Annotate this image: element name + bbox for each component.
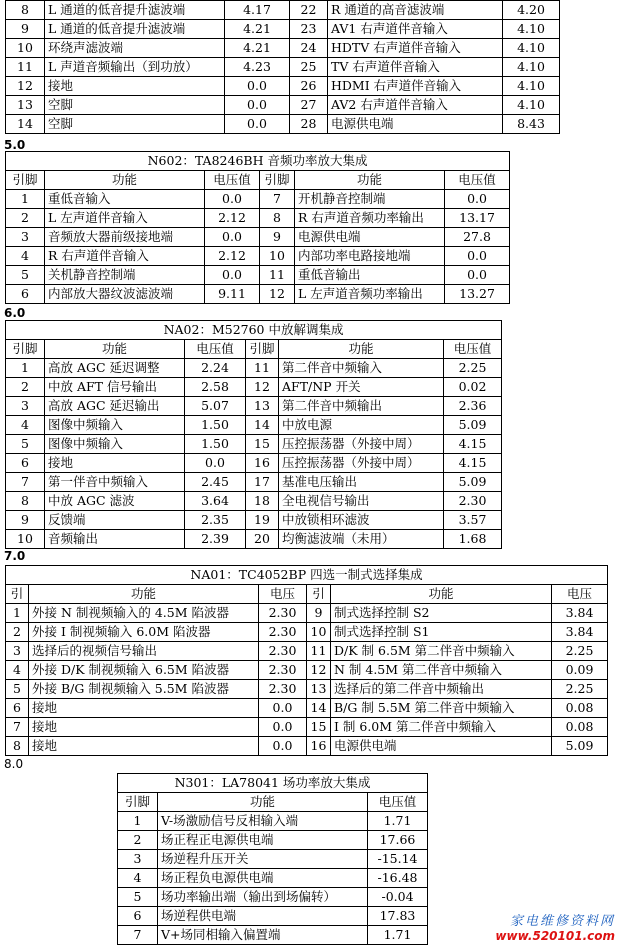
table-cell: 16 bbox=[307, 737, 331, 756]
column-header: 电压值 bbox=[368, 793, 428, 812]
table-cell: 压控振荡器（外接中周） bbox=[279, 435, 444, 454]
table-cell: 中放电源 bbox=[279, 416, 444, 435]
table-cell: 4.20 bbox=[503, 1, 560, 20]
table-cell: 8 bbox=[260, 209, 295, 228]
table-cell: AV1 右声道伴音输入 bbox=[328, 20, 503, 39]
column-header: 功能 bbox=[158, 793, 368, 812]
table-cell: 5.09 bbox=[444, 416, 502, 435]
table-cell: 7 bbox=[6, 718, 29, 737]
table-row bbox=[6, 115, 560, 134]
table-cell: 28 bbox=[290, 115, 328, 134]
column-header: 引脚 bbox=[260, 171, 295, 190]
table-cell: 12 bbox=[260, 285, 295, 304]
table-row bbox=[6, 718, 608, 737]
table-cell: 16 bbox=[246, 454, 279, 473]
table-cell: 10 bbox=[260, 247, 295, 266]
table-cell: 5.09 bbox=[444, 473, 502, 492]
section8-table bbox=[117, 773, 428, 945]
table-cell: 2.39 bbox=[185, 530, 246, 549]
column-header: 电压 bbox=[552, 585, 608, 604]
table-row bbox=[118, 850, 428, 869]
column-header: 引 bbox=[307, 585, 331, 604]
table-row bbox=[6, 1, 560, 20]
table-cell: 4.17 bbox=[225, 1, 290, 20]
table-cell: D/K 制 6.5M 第二伴音中频输入 bbox=[331, 642, 552, 661]
table-cell: 0.0 bbox=[445, 247, 510, 266]
table-row bbox=[6, 699, 608, 718]
table-cell: 电源供电端 bbox=[295, 228, 445, 247]
table-row bbox=[6, 623, 608, 642]
table-cell: 2 bbox=[118, 831, 158, 850]
table-cell: 6 bbox=[6, 285, 45, 304]
section6 bbox=[5, 320, 502, 549]
table1 bbox=[5, 0, 560, 134]
table-cell: 10 bbox=[307, 623, 331, 642]
table-row bbox=[6, 397, 502, 416]
table-cell: 空脚 bbox=[45, 115, 225, 134]
column-header: 引脚 bbox=[118, 793, 158, 812]
table-row bbox=[6, 530, 502, 549]
table-cell: L 左声道音频功率输出 bbox=[295, 285, 445, 304]
column-header: 引 bbox=[6, 585, 29, 604]
table-cell: 8 bbox=[6, 737, 29, 756]
table-cell: 外接 N 制视频输入的 4.5M 陷波器 bbox=[29, 604, 259, 623]
table-cell: 制式选择控制 S2 bbox=[331, 604, 552, 623]
column-header: 功能 bbox=[29, 585, 259, 604]
table-cell: L 声道音频输出（到功放） bbox=[45, 58, 225, 77]
table-row bbox=[6, 680, 608, 699]
table-cell: 3 bbox=[6, 397, 45, 416]
table-cell: 2 bbox=[6, 209, 45, 228]
table-row bbox=[6, 435, 502, 454]
table-row bbox=[6, 209, 510, 228]
table-cell: L 左声道伴音输入 bbox=[45, 209, 205, 228]
table-cell: 第二伴音中频输出 bbox=[279, 397, 444, 416]
table-cell: 24 bbox=[290, 39, 328, 58]
table-row bbox=[6, 190, 510, 209]
table-cell: 0.08 bbox=[552, 699, 608, 718]
table-cell: 高放 AGC 延迟调整 bbox=[45, 359, 185, 378]
table-row bbox=[6, 285, 510, 304]
table-cell: 11 bbox=[307, 642, 331, 661]
table-cell: 0.0 bbox=[205, 228, 260, 247]
table-cell: 0.0 bbox=[225, 77, 290, 96]
table-cell: 9 bbox=[6, 511, 45, 530]
table-cell: 9.11 bbox=[205, 285, 260, 304]
table-row bbox=[118, 888, 428, 907]
section8-title: N301：LA78041 场功率放大集成 bbox=[118, 774, 428, 793]
table-cell: 7 bbox=[6, 473, 45, 492]
table-cell: 第一伴音中频输入 bbox=[45, 473, 185, 492]
section8 bbox=[117, 773, 428, 945]
table-cell: 5 bbox=[118, 888, 158, 907]
table1-section bbox=[5, 0, 560, 134]
table-cell: 4.10 bbox=[503, 58, 560, 77]
table-cell: R 右声道伴音输入 bbox=[45, 247, 205, 266]
table-cell: 2.30 bbox=[259, 623, 307, 642]
table-cell: 12 bbox=[6, 77, 45, 96]
table-row bbox=[6, 20, 560, 39]
table-row bbox=[6, 492, 502, 511]
column-header: 电压值 bbox=[205, 171, 260, 190]
table-row bbox=[6, 416, 502, 435]
table-cell: 1 bbox=[6, 359, 45, 378]
table-cell: 空脚 bbox=[45, 96, 225, 115]
table-row bbox=[6, 378, 502, 397]
table-row bbox=[6, 454, 502, 473]
table-cell: 5 bbox=[6, 435, 45, 454]
table-cell: 2.25 bbox=[552, 680, 608, 699]
table-cell: 1.71 bbox=[368, 926, 428, 945]
table-cell: 0.0 bbox=[205, 266, 260, 285]
table-cell: 10 bbox=[6, 39, 45, 58]
table-cell: HDMI 右声道伴音输入 bbox=[328, 77, 503, 96]
table-cell: 13 bbox=[6, 96, 45, 115]
table-cell: AFT/NP 开关 bbox=[279, 378, 444, 397]
table-row bbox=[6, 228, 510, 247]
table-cell: 14 bbox=[246, 416, 279, 435]
table-cell: 11 bbox=[6, 58, 45, 77]
table-row bbox=[118, 907, 428, 926]
table-cell: 6 bbox=[6, 699, 29, 718]
section6-title: NA02：M52760 中放解调集成 bbox=[6, 321, 502, 340]
table-cell: 关机静音控制端 bbox=[45, 266, 205, 285]
section5-heading: 5.0 bbox=[4, 138, 26, 152]
table-cell: 4 bbox=[118, 869, 158, 888]
table-cell: 18 bbox=[246, 492, 279, 511]
table-cell: 内部功率电路接地端 bbox=[295, 247, 445, 266]
table-cell: 0.09 bbox=[552, 661, 608, 680]
table-cell: 2.12 bbox=[205, 209, 260, 228]
table-cell: 2 bbox=[6, 623, 29, 642]
table-cell: 1.71 bbox=[368, 812, 428, 831]
column-header: 功能 bbox=[279, 340, 444, 359]
table-cell: 0.0 bbox=[445, 190, 510, 209]
table-cell: 0.02 bbox=[444, 378, 502, 397]
table-row bbox=[118, 812, 428, 831]
table-cell: 1 bbox=[118, 812, 158, 831]
table-cell: 8.43 bbox=[503, 115, 560, 134]
table-cell: V+场同相输入偏置端 bbox=[158, 926, 368, 945]
table-cell: 电源供电端 bbox=[331, 737, 552, 756]
table-cell: 外接 I 制视频输入 6.0M 陷波器 bbox=[29, 623, 259, 642]
table-cell: 场正程正电源供电端 bbox=[158, 831, 368, 850]
table-cell: 外接 B/G 制视频输入 5.5M 陷波器 bbox=[29, 680, 259, 699]
table-cell: -0.04 bbox=[368, 888, 428, 907]
table-cell: 4.10 bbox=[503, 20, 560, 39]
table-cell: 全电视信号输出 bbox=[279, 492, 444, 511]
column-header: 功能 bbox=[45, 340, 185, 359]
table-cell: N 制 4.5M 第二伴音中频输入 bbox=[331, 661, 552, 680]
table-cell: 10 bbox=[6, 530, 45, 549]
table-cell: 4.10 bbox=[503, 39, 560, 58]
table-cell: 中放 AGC 滤波 bbox=[45, 492, 185, 511]
site-watermark bbox=[495, 915, 615, 943]
table-row bbox=[6, 661, 608, 680]
table-cell: 5.09 bbox=[552, 737, 608, 756]
table-row bbox=[6, 58, 560, 77]
table-cell: 9 bbox=[260, 228, 295, 247]
table-cell: 3.84 bbox=[552, 604, 608, 623]
table-cell: 2.30 bbox=[259, 604, 307, 623]
table-cell: B/G 制 5.5M 第二伴音中频输入 bbox=[331, 699, 552, 718]
table-cell: 2.45 bbox=[185, 473, 246, 492]
table-cell: 内部放大器纹波滤波端 bbox=[45, 285, 205, 304]
section6-heading: 6.0 bbox=[4, 306, 26, 320]
table-cell: L 通道的低音提升滤波端 bbox=[45, 1, 225, 20]
table-cell: V-场激励信号反相输入端 bbox=[158, 812, 368, 831]
watermark-text: 家电维修资料网 bbox=[509, 914, 615, 929]
table-cell: 接地 bbox=[29, 699, 259, 718]
table-cell: 3 bbox=[6, 642, 29, 661]
table-cell: 接地 bbox=[45, 454, 185, 473]
table-cell: 4.23 bbox=[225, 58, 290, 77]
table-cell: 2.35 bbox=[185, 511, 246, 530]
table-row bbox=[6, 473, 502, 492]
table-cell: 4 bbox=[6, 416, 45, 435]
table-cell: 1.68 bbox=[444, 530, 502, 549]
table-cell: 重低音输出 bbox=[295, 266, 445, 285]
table-cell: 接地 bbox=[29, 737, 259, 756]
table-cell: 0.0 bbox=[185, 454, 246, 473]
table-cell: 重低音输入 bbox=[45, 190, 205, 209]
table-cell: 场逆程供电端 bbox=[158, 907, 368, 926]
table-cell: 压控振荡器（外接中周） bbox=[279, 454, 444, 473]
table-cell: 1.50 bbox=[185, 435, 246, 454]
table-cell: 26 bbox=[290, 77, 328, 96]
table-cell: 0.0 bbox=[259, 737, 307, 756]
table-cell: 场逆程升压开关 bbox=[158, 850, 368, 869]
column-header: 引脚 bbox=[246, 340, 279, 359]
table-cell: 19 bbox=[246, 511, 279, 530]
table-cell: 4.21 bbox=[225, 20, 290, 39]
table-cell: 17.66 bbox=[368, 831, 428, 850]
table-cell: 均衡滤波端（未用） bbox=[279, 530, 444, 549]
table-row bbox=[118, 926, 428, 945]
table-cell: 23 bbox=[290, 20, 328, 39]
table-cell: 13 bbox=[307, 680, 331, 699]
table-cell: 中放 AFT 信号输出 bbox=[45, 378, 185, 397]
table-cell: 1 bbox=[6, 190, 45, 209]
table-row bbox=[118, 831, 428, 850]
table-cell: 3.64 bbox=[185, 492, 246, 511]
column-header: 电压值 bbox=[185, 340, 246, 359]
table-cell: 外接 D/K 制视频输入 6.5M 陷波器 bbox=[29, 661, 259, 680]
table-row bbox=[6, 737, 608, 756]
column-header: 引脚 bbox=[6, 340, 45, 359]
table-cell: 4.21 bbox=[225, 39, 290, 58]
table-cell: 2.36 bbox=[444, 397, 502, 416]
table-cell: 选择后的视频信号输出 bbox=[29, 642, 259, 661]
watermark-url: www.520101.com bbox=[495, 929, 615, 943]
table-cell: 6 bbox=[118, 907, 158, 926]
table-cell: 7 bbox=[118, 926, 158, 945]
table-cell: 接地 bbox=[45, 77, 225, 96]
table-cell: 13.27 bbox=[445, 285, 510, 304]
column-header: 电压值 bbox=[445, 171, 510, 190]
table-row bbox=[6, 511, 502, 530]
table-cell: 制式选择控制 S1 bbox=[331, 623, 552, 642]
column-header: 功能 bbox=[331, 585, 552, 604]
table-cell: 8 bbox=[6, 1, 45, 20]
column-header: 电压 bbox=[259, 585, 307, 604]
table-cell: 22 bbox=[290, 1, 328, 20]
table-cell: 图像中频输入 bbox=[45, 416, 185, 435]
section5-title: N602：TA8246BH 音频功率放大集成 bbox=[6, 152, 510, 171]
table-cell: -16.48 bbox=[368, 869, 428, 888]
table-cell: TV 右声道伴音输入 bbox=[328, 58, 503, 77]
table-cell: 2.30 bbox=[259, 642, 307, 661]
table-cell: 11 bbox=[246, 359, 279, 378]
table-row bbox=[6, 604, 608, 623]
table-cell: 开机静音控制端 bbox=[295, 190, 445, 209]
table-cell: 2.12 bbox=[205, 247, 260, 266]
table-cell: 2 bbox=[6, 378, 45, 397]
table-cell: 图像中频输入 bbox=[45, 435, 185, 454]
table-cell: 3.57 bbox=[444, 511, 502, 530]
table-cell: 25 bbox=[290, 58, 328, 77]
table-cell: 9 bbox=[6, 20, 45, 39]
table-cell: 2.58 bbox=[185, 378, 246, 397]
table-cell: 2.30 bbox=[444, 492, 502, 511]
table-cell: 0.0 bbox=[259, 699, 307, 718]
table-cell: 9 bbox=[307, 604, 331, 623]
table-cell: -15.14 bbox=[368, 850, 428, 869]
table-cell: 反馈端 bbox=[45, 511, 185, 530]
table-cell: 场功率输出端（输出到场偏转） bbox=[158, 888, 368, 907]
table-cell: 0.0 bbox=[445, 266, 510, 285]
table-row bbox=[118, 869, 428, 888]
table-cell: 12 bbox=[307, 661, 331, 680]
table-cell: 电源供电端 bbox=[328, 115, 503, 134]
table-cell: R 右声道音频功率输出 bbox=[295, 209, 445, 228]
section7-title: NA01：TC4052BP 四选一制式选择集成 bbox=[6, 566, 608, 585]
table-cell: 0.0 bbox=[259, 718, 307, 737]
table-cell: 27 bbox=[290, 96, 328, 115]
column-header: 引脚 bbox=[6, 171, 45, 190]
table-cell: 4.15 bbox=[444, 454, 502, 473]
table-cell: 3.84 bbox=[552, 623, 608, 642]
table-cell: 14 bbox=[307, 699, 331, 718]
section7-heading: 7.0 bbox=[4, 549, 26, 563]
section7 bbox=[5, 565, 608, 756]
table-cell: 0.0 bbox=[205, 190, 260, 209]
section6-table bbox=[5, 320, 502, 549]
table-cell: 27.8 bbox=[445, 228, 510, 247]
table-cell: R 通道的高音滤波端 bbox=[328, 1, 503, 20]
table-row bbox=[6, 247, 510, 266]
table-cell: 4.10 bbox=[503, 77, 560, 96]
table-cell: 1 bbox=[6, 604, 29, 623]
table-row bbox=[6, 39, 560, 58]
table-cell: 13 bbox=[246, 397, 279, 416]
table-cell: 2.25 bbox=[552, 642, 608, 661]
table-cell: 0.08 bbox=[552, 718, 608, 737]
table-cell: 17 bbox=[246, 473, 279, 492]
table-cell: 3 bbox=[6, 228, 45, 247]
column-header: 电压值 bbox=[444, 340, 502, 359]
table-cell: 2.24 bbox=[185, 359, 246, 378]
table-cell: 8 bbox=[6, 492, 45, 511]
table-row bbox=[6, 642, 608, 661]
table-cell: 接地 bbox=[29, 718, 259, 737]
table-cell: 2.30 bbox=[259, 661, 307, 680]
table-row bbox=[6, 266, 510, 285]
section5 bbox=[5, 151, 510, 304]
column-header: 功能 bbox=[45, 171, 205, 190]
table-cell: 基准电压输出 bbox=[279, 473, 444, 492]
table-cell: 5 bbox=[6, 680, 29, 699]
section7-table bbox=[5, 565, 608, 756]
table-cell: 4 bbox=[6, 247, 45, 266]
table-row bbox=[6, 96, 560, 115]
table-cell: 音频放大器前级接地端 bbox=[45, 228, 205, 247]
table-cell: 第二伴音中频输入 bbox=[279, 359, 444, 378]
table-cell: 4.15 bbox=[444, 435, 502, 454]
table-cell: 5.07 bbox=[185, 397, 246, 416]
table-cell: 15 bbox=[307, 718, 331, 737]
table-cell: 场正程负电源供电端 bbox=[158, 869, 368, 888]
table-cell: 4.10 bbox=[503, 96, 560, 115]
table-cell: 1.50 bbox=[185, 416, 246, 435]
section8-heading: 8.0 bbox=[4, 757, 24, 771]
table-cell: 17.83 bbox=[368, 907, 428, 926]
table-cell: 14 bbox=[6, 115, 45, 134]
table-cell: 4 bbox=[6, 661, 29, 680]
table-cell: 12 bbox=[246, 378, 279, 397]
table-cell: AV2 右声道伴音输入 bbox=[328, 96, 503, 115]
table-cell: 2.30 bbox=[259, 680, 307, 699]
table-cell: 5 bbox=[6, 266, 45, 285]
column-header: 功能 bbox=[295, 171, 445, 190]
section5-table bbox=[5, 151, 510, 304]
table-cell: 中放锁相环滤波 bbox=[279, 511, 444, 530]
table-cell: 6 bbox=[6, 454, 45, 473]
table-cell: 环绕声滤波端 bbox=[45, 39, 225, 58]
table-cell: 2.25 bbox=[444, 359, 502, 378]
table-cell: L 通道的低音提升滤波端 bbox=[45, 20, 225, 39]
table-cell: 3 bbox=[118, 850, 158, 869]
table-row bbox=[6, 359, 502, 378]
table-cell: 0.0 bbox=[225, 115, 290, 134]
table-cell: 20 bbox=[246, 530, 279, 549]
table-cell: 7 bbox=[260, 190, 295, 209]
table-cell: 音频输出 bbox=[45, 530, 185, 549]
table-cell: I 制 6.0M 第二伴音中频输入 bbox=[331, 718, 552, 737]
table-cell: 0.0 bbox=[225, 96, 290, 115]
table-cell: 15 bbox=[246, 435, 279, 454]
table-cell: HDTV 右声道伴音输入 bbox=[328, 39, 503, 58]
table-cell: 11 bbox=[260, 266, 295, 285]
table-cell: 选择后的第二伴音中频输出 bbox=[331, 680, 552, 699]
table-row bbox=[6, 77, 560, 96]
table-cell: 13.17 bbox=[445, 209, 510, 228]
table-cell: 高放 AGC 延迟输出 bbox=[45, 397, 185, 416]
